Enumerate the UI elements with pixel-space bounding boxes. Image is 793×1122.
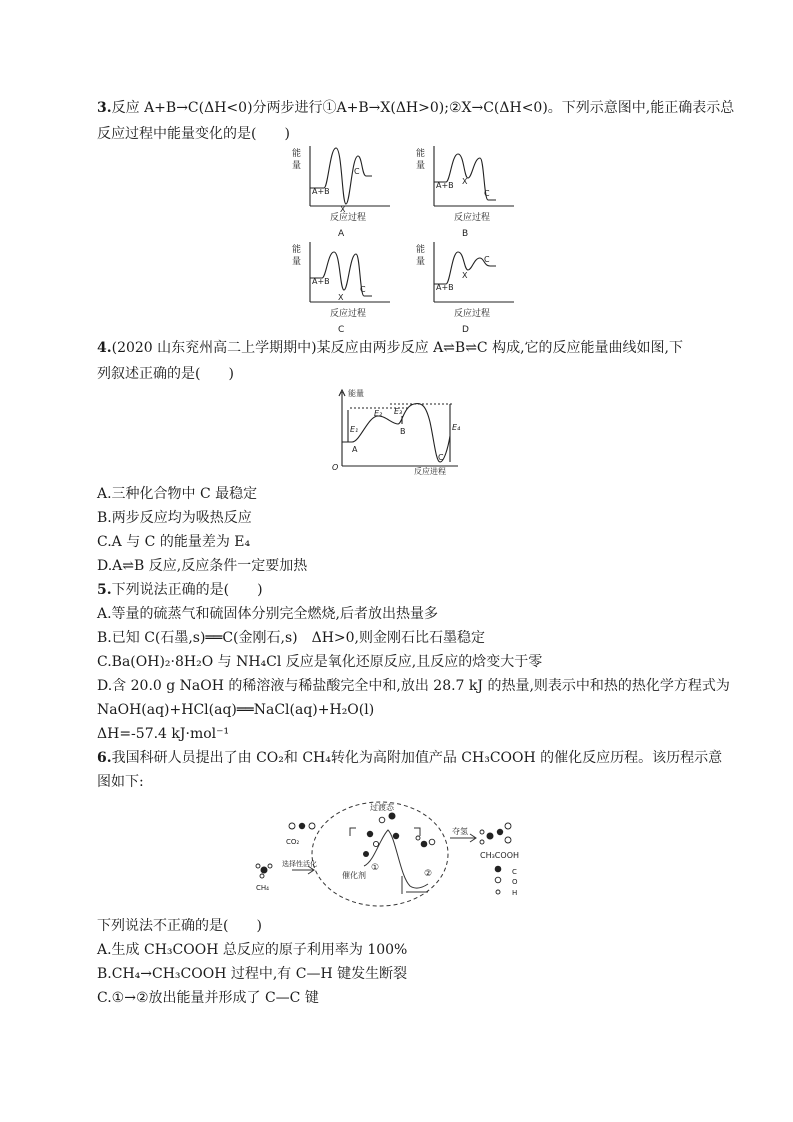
q6-legend-c: C bbox=[512, 868, 517, 876]
q6-hydrogen-capture: 夺氢 bbox=[452, 827, 468, 836]
q3-intermediate-label: X bbox=[340, 205, 346, 214]
q6-stem-line2: 图如下: bbox=[97, 774, 144, 790]
q4-point-b: B bbox=[400, 427, 406, 436]
q3-stem-line1: 3.反应 A+B→C(ΔH<0)分两步进行①A+B→X(ΔH>0);②X→C(ΔH<0)。下列示意图中,能正确表示总 bbox=[97, 100, 735, 116]
q3-intermediate-label: X bbox=[462, 271, 468, 280]
q4-e4: E₄ bbox=[452, 423, 461, 432]
q3-x-label: 反应过程 bbox=[330, 309, 367, 319]
q4-energy-curve bbox=[330, 386, 466, 476]
q6-legend-o: O bbox=[512, 878, 518, 886]
q3-x-label: 反应过程 bbox=[454, 213, 491, 223]
q5-equation: NaOH(aq)+HCl(aq)══NaCl(aq)+H₂O(l) bbox=[97, 702, 375, 718]
q3-panel-d bbox=[416, 242, 514, 332]
q4-e3: E₃ bbox=[394, 407, 403, 416]
q3-y-label-top: 能 bbox=[416, 149, 426, 159]
q3-option-label: D bbox=[462, 325, 469, 332]
q6-mechanism-diagram bbox=[252, 796, 542, 914]
q6-question: 下列说法不正确的是( ) bbox=[97, 918, 262, 934]
q6-step1: ① bbox=[371, 863, 380, 873]
q4-origin: O bbox=[332, 463, 339, 472]
q6-co2-label: CO₂ bbox=[286, 838, 300, 846]
q4-x-label: 反应进程 bbox=[414, 467, 446, 476]
q3-product-label: C bbox=[360, 285, 366, 294]
q6-option-c: C.①→②放出能量并形成了 C—C 键 bbox=[97, 990, 319, 1006]
q6-catalyst: 催化剂 bbox=[342, 871, 366, 880]
q3-panel-a bbox=[292, 146, 390, 239]
q4-option-b: B.两步反应均为吸热反应 bbox=[97, 510, 252, 526]
q6-legend-h: H bbox=[512, 889, 518, 897]
q4-option-a: A.三种化合物中 C 最稳定 bbox=[97, 486, 258, 502]
q6-ch4-label: CH₄ bbox=[256, 884, 269, 892]
q4-stem-line1: 4.(2020 山东兖州高二上学期期中)某反应由两步反应 A⇌B⇌C 构成,它的反应能量曲线如图,下 bbox=[97, 340, 683, 356]
q4-point-a: A bbox=[352, 445, 358, 454]
q4-option-c: C.A 与 C 的能量差为 E₄ bbox=[97, 534, 251, 550]
q5-option-c: C.Ba(OH)₂·8H₂O 与 NH₄Cl 反应是氧化还原反应,且反应的焓变大于零 bbox=[97, 654, 543, 670]
q6-transition-state: 过渡态 bbox=[370, 803, 394, 812]
q5-option-a: A.等量的硫蒸气和硫固体分别完全燃烧,后者放出热量多 bbox=[97, 606, 439, 622]
q4-y-label: 能量 bbox=[348, 389, 364, 398]
q5-option-d: D.含 20.0 g NaOH 的稀溶液与稀盐酸完全中和,放出 28.7 kJ 的热量,则表示中和热的热化学方程式为 bbox=[97, 678, 730, 694]
q5-option-b: B.已知 C(石墨,s)══C(金刚石,s) ΔH>0,则金刚石比石墨稳定 bbox=[97, 630, 485, 646]
q3-y-label-bottom: 量 bbox=[416, 161, 426, 171]
q4-point-c: C bbox=[438, 453, 444, 462]
q3-y-label-bottom: 量 bbox=[292, 257, 302, 267]
q3-reactant-label: A+B bbox=[436, 181, 454, 190]
q3-reactant-label: A+B bbox=[436, 283, 454, 292]
q3-option-label: C bbox=[338, 325, 345, 332]
q3-reactant-label: A+B bbox=[312, 277, 330, 286]
q3-y-label-top: 能 bbox=[292, 245, 302, 255]
q3-y-label-top: 能 bbox=[416, 245, 426, 255]
q4-e1: E₁ bbox=[350, 425, 359, 434]
q3-energy-diagrams bbox=[280, 144, 520, 332]
q3-y-label-bottom: 量 bbox=[416, 257, 426, 267]
q4-e2: E₂ bbox=[374, 409, 383, 418]
q6-option-a: A.生成 CH₃COOH 总反应的原子利用率为 100% bbox=[97, 942, 408, 958]
q3-intermediate-label: X bbox=[462, 177, 468, 186]
q3-stem-line2: 反应过程中能量变化的是( ) bbox=[97, 126, 290, 142]
q6-step2: ② bbox=[424, 869, 433, 879]
q3-option-label: A bbox=[338, 229, 345, 239]
q5-enthalpy: ΔH=-57.4 kJ·mol⁻¹ bbox=[97, 726, 230, 742]
q3-x-label: 反应过程 bbox=[454, 309, 491, 319]
q3-intermediate-label: X bbox=[338, 293, 344, 302]
q3-product-label: C bbox=[484, 189, 490, 198]
q3-panel-c bbox=[292, 242, 390, 332]
q3-product-label: C bbox=[484, 255, 490, 264]
q6-option-b: B.CH₄→CH₃COOH 过程中,有 C—H 键发生断裂 bbox=[97, 966, 408, 982]
q6-stem-line1: 6.我国科研人员提出了由 CO₂和 CH₄转化为高附加值产品 CH₃COOH 的催化反应历程。该历程示意 bbox=[97, 750, 723, 766]
q3-y-label-top: 能 bbox=[292, 149, 302, 159]
q5-stem: 5.下列说法正确的是( ) bbox=[97, 582, 263, 598]
q3-x-label: 反应过程 bbox=[330, 213, 367, 223]
q6-product-label: CH₃COOH bbox=[480, 851, 520, 860]
q6-selective-activation: 选择性活化 bbox=[282, 860, 317, 868]
q3-y-label-bottom: 量 bbox=[292, 161, 302, 171]
q3-panel-b bbox=[416, 146, 514, 239]
q3-option-label: B bbox=[462, 229, 469, 239]
q4-stem-line2: 列叙述正确的是( ) bbox=[97, 366, 234, 382]
q4-option-d: D.A⇌B 反应,反应条件一定要加热 bbox=[97, 558, 308, 574]
q3-reactant-label: A+B bbox=[312, 187, 330, 196]
q3-product-label: C bbox=[354, 167, 360, 176]
